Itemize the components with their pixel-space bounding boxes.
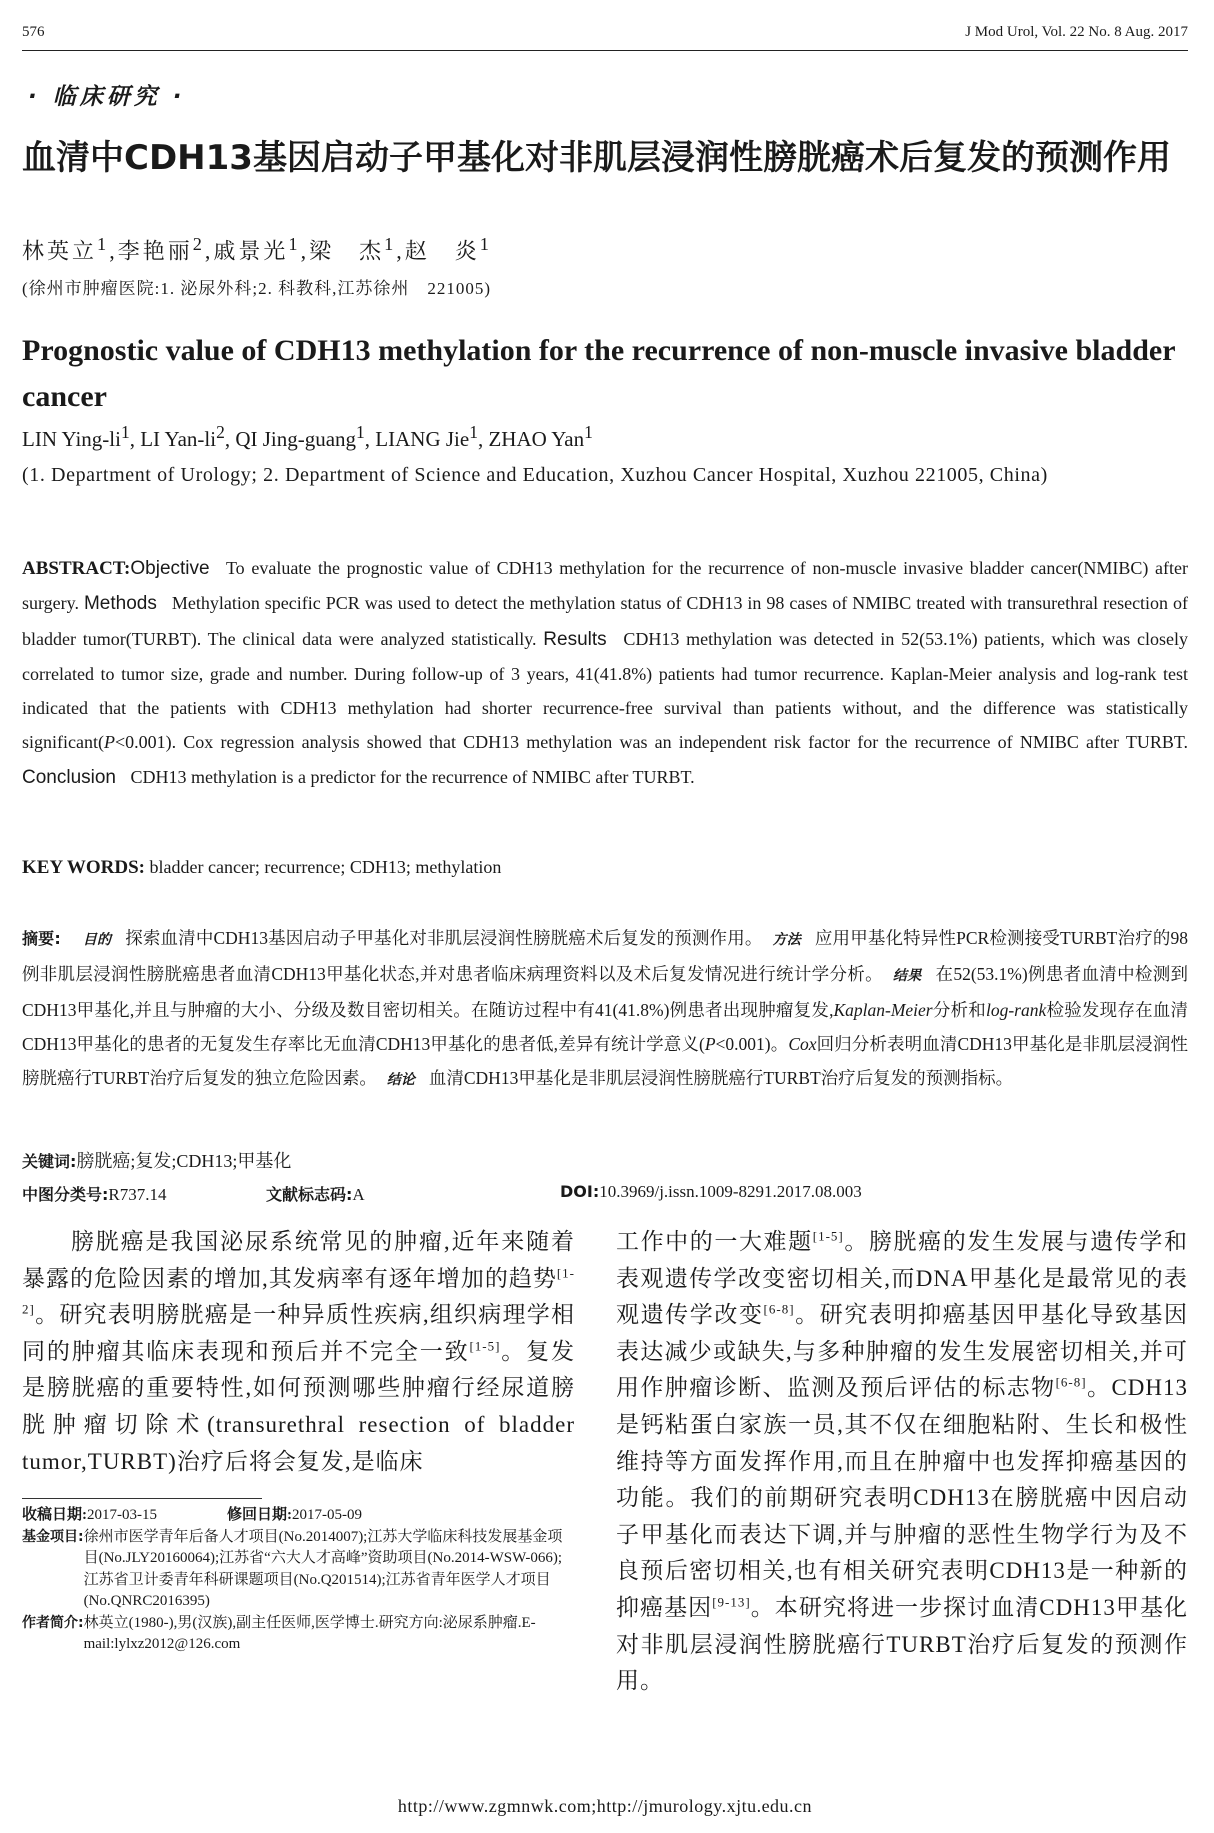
body-column-right: 工作中的一大难题[1-5]。膀胱癌的发生发展与遗传学和表观遗传学改变密切相关,而DNA甲基化是最常见的表观遗传学改变[6-8]。研究表明抑癌基因甲基化导致基因表达减少或缺失,与多种肿瘤的发生发展密切相关,并可用作肿瘤诊断、监测及预后评估的标志物[6-8]。CDH13是钙粘蛋白家族一员,其不仅在细胞粘附、生长和极性维持等方面发挥作用,而且在肿瘤中也发挥抑癌基因的功能。我们的前期研究表明CDH13在膀胱癌中因启动子甲基化而表达下调,并与肿瘤的恶性生物学行为及不良预后密切相关,也有相关研究表明CDH13是一种新的抑癌基因[9-13]。本研究将进一步探讨血清CDH13甲基化对非肌层浸润性膀胱癌行TURBT治疗后复发的预测作用。 [616,1228,1189,1694]
methods-label: Methods [83,593,157,615]
page-number: 576 [22,24,45,40]
body-column-left: 膀胱癌是我国泌尿系统常见的肿瘤,近年来随着暴露的危险因素的增加,其发病率有逐年增加的趋势[1-2]。研究表明膀胱癌是一种异质性疾病,组织病理学相同的肿瘤其临床表现和预后并不完全一致[1-5]。复发是膀胱癌的重要特性,如何预测哪些肿瘤行经尿道膀胱肿瘤切除术(transurethral resection of bladder tumor,TURBT)治疗后将会复发,是临床 [22,1229,576,1474]
section-tag: · 临床研究 · [28,84,186,110]
footnote-fund: 基金项目: 徐州市医学青年后备人才项目(No.2014007);江苏大学临床科技发展基金项目(No.JLY20160064);江苏省“六大人才高峰”资助项目(No.2014-WSW-066);江苏省卫计委青年科研课题项目(No.Q201514);江苏省青年医学人才项目(No.QNRC2016395) [22,1528,563,1609]
abstract-cn: 摘要: 目的 探索血清中CDH13基因启动子甲基化对非肌层浸润性膀胱癌术后复发的预测作用。 方法 应用甲基化特异性PCR检测接受TURBT治疗的98例非肌层浸润性膀胱癌患者血清CDH13甲基化状态,并对患者临床病理资料以及术后复发情况进行统计学分析。 结果 在52(53.1%)例患者血清中检测到CDH13甲基化,并且与肿瘤的大小、分级及数目密切相关。在随访过程中有41(41.8%)例患者出现肿瘤复发,Kaplan-Meier分析和log-rank检验发现存在血清CDH13甲基化的患者的无复发生存率比无血清CDH13甲基化的患者低,差异有统计学意义(P<0.001)。Cox回归分析表明血清CDH13甲基化是非肌层浸润性膀胱癌行TURBT治疗后复发的独立危险因素。 结论 血清CDH13甲基化是非肌层浸润性膀胱癌行TURBT治疗后复发的预测指标。 [22,928,1189,1088]
header-rule [22,50,1188,51]
footnotes [22,1505,575,1656]
title-cn: 血清中CDH13基因启动子甲基化对非肌层浸润性膀胱癌术后复发的预测作用 [22,138,1171,178]
footnote-dates: 收稿日期:2017-03-15 修回日期:2017-05-09 [22,1507,362,1523]
citation-ref[interactable]: [1-5] [469,1338,501,1354]
clc-code: 中图分类号:R737.14 [22,1185,167,1204]
abstract-en: ABSTRACT:Objective To evaluate the prognostic value of CDH13 methylation for the recurrence of non-muscle invasive bladder cancer(NMIBC) after surgery. Methods Methylation specific PCR was used to detect the methylation status of CDH13 in 98 cases of NMIBC treated with transurethral resection of bladder tumor(TURBT). The clinical data were analyzed statistically. Results CDH13 methylation was detected in 52(53.1%) patients, which was closely correlated to tumor size, grade and number. During follow-up of 3 years, 41(41.8%) patients had tumor recurrence. Kaplan-Meier analysis and log-rank test indicated that the patients with CDH13 methylation had shorter recurrence-free survival than patients without, and the difference was statistically significant(P<0.001). Cox regression analysis showed that CDH13 methylation was an independent risk factor for the recurrence of NMIBC after TURBT. Conclusion CDH13 methylation is a predictor for the recurrence of NMIBC after TURBT. [22,558,1189,788]
objective-label: Objective [130,558,210,579]
keywords-cn: 关键词:膀胱癌;复发;CDH13;甲基化 [22,1151,292,1171]
document-code: 文献标志码:A [266,1185,365,1204]
citation-ref[interactable]: [1-5] [812,1228,844,1244]
authors-en: LIN Ying-$li^1$, LI Yan-$li^2$, QI Jing-guang$^1$, LIANG Jie$^1$, ZHAO Yan$^1$ [22,422,593,451]
doi: DOI:10.3969/j.issn.1009-8291.2017.08.003 [560,1182,862,1201]
affiliation-cn: (徐州市肿瘤医院:1. 泌尿外科;2. 科教科,江苏徐州 221005) [22,279,492,298]
citation-ref[interactable]: [6-8] [763,1301,795,1317]
citation-ref[interactable]: [1-2] [22,1264,575,1317]
conclusion-label: Conclusion [22,766,116,788]
abstract-cn-label: 摘要: [22,929,61,948]
citation-ref[interactable]: [9-13] [712,1594,751,1610]
abstract-en-label: ABSTRACT: [22,558,131,579]
footnote-rule [22,1498,262,1499]
page-footer-urls: http://www.zgmnwk.com;http://jmurology.xjtu.edu.cn [397,1796,813,1816]
keywords-en: KEY WORDS: bladder cancer; recurrence; CDH13; methylation [22,857,502,878]
results-label: Results [543,628,607,650]
title-en: Prognostic value of CDH13 methylation for the recurrence of non-muscle invasive bladder cancer [22,334,1175,413]
affiliation-en: (1. Department of Urology; 2. Department of Science and Education, Xuzhou Cancer Hospital, Xuzhou 221005, China) [22,464,1048,486]
authors-cn: 林英立$^1$,李艳丽$^2$,戚景光$^1$,梁 杰$^1$,赵 炎$^1$ [22,234,492,264]
journal-citation: J Mod Urol, Vol. 22 No. 8 Aug. 2017 [965,24,1188,40]
footnote-author: 作者简介: 林英立(1980-),男(汉族),副主任医师,医学博士.研究方向:泌尿系肿瘤.E-mail:lylxz2012@126.com [22,1614,536,1652]
citation-ref[interactable]: [6-8] [1055,1374,1087,1390]
running-header [22,24,1188,41]
